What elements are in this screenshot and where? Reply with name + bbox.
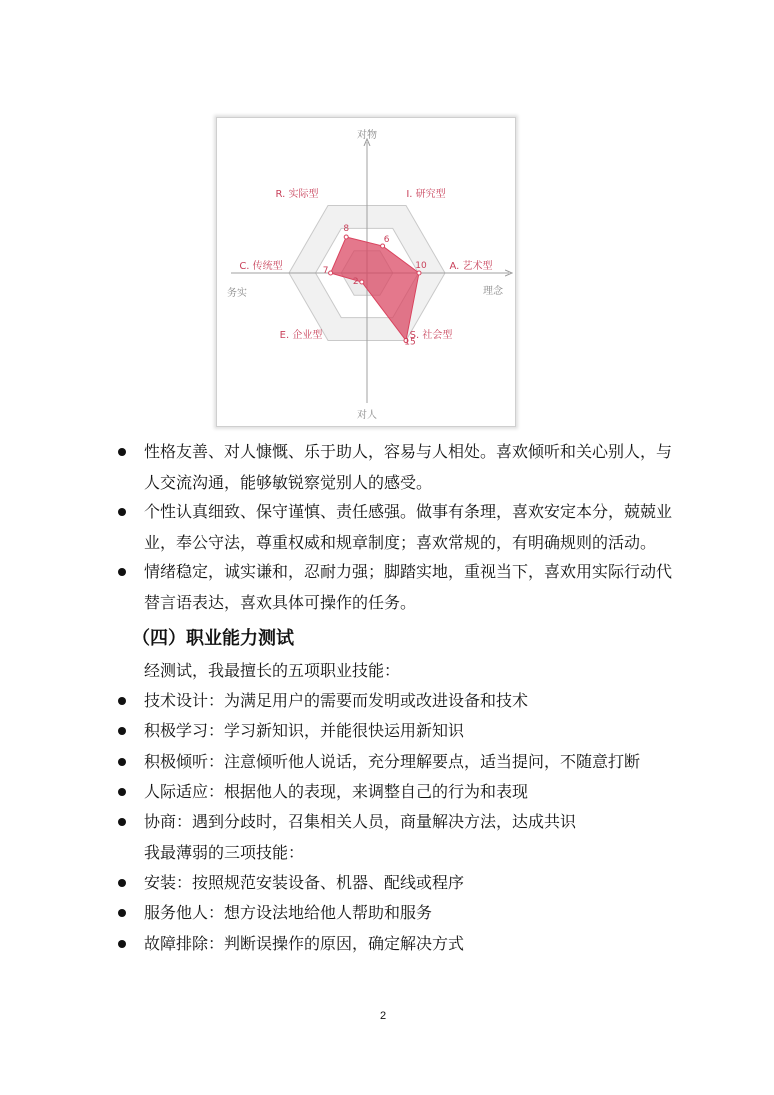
skill-text: 协商：遇到分歧时，召集相关人员，商量解决方法，达成共识 xyxy=(144,812,577,831)
skill-text: 安装：按照规范安装设备、机器、配线或程序 xyxy=(144,873,465,892)
holland-radar-chart xyxy=(216,117,516,427)
radar-point xyxy=(329,271,333,275)
skill-text: 人际适应：根据他人的表现，来调整自己的行为和表现 xyxy=(144,782,529,801)
bullet-dot xyxy=(118,727,126,735)
bullet-dot xyxy=(118,909,126,917)
bullet-dot xyxy=(118,508,126,516)
value-label: 15 xyxy=(404,337,416,348)
intro-weak-skills: 我最薄弱的三项技能： xyxy=(144,843,305,862)
radar-point xyxy=(417,271,421,275)
category-label: I. 研究型 xyxy=(406,189,446,200)
radar-point xyxy=(360,280,364,284)
category-label: C. 传统型 xyxy=(239,261,283,272)
value-label: 2 xyxy=(352,277,359,288)
bullet-dot xyxy=(118,940,126,948)
bullet-dot xyxy=(118,788,126,796)
bullet-text-cont: 人交流沟通，能够敏锐察觉别人的感受。 xyxy=(144,473,433,492)
bullet-dot xyxy=(118,758,126,766)
page-number: 2 xyxy=(380,1010,387,1022)
category-label: E. 企业型 xyxy=(279,330,323,341)
radar-point xyxy=(344,235,348,239)
category-label: A. 艺术型 xyxy=(449,261,493,272)
value-label: 7 xyxy=(322,266,329,276)
skill-text: 故障排除：判断误操作的原因，确定解决方式 xyxy=(144,934,465,953)
bullet-text-cont: 替言语表达，喜欢具体可操作的任务。 xyxy=(144,593,417,612)
axis-label-left: 务实 xyxy=(227,288,247,299)
axis-label-top: 对物 xyxy=(357,130,377,141)
bullet-dot xyxy=(118,818,126,826)
bullet-dot xyxy=(118,697,126,705)
value-label: 8 xyxy=(343,223,350,234)
bullet-text: 个性认真细致、保守谨慎、责任感强。做事有条理，喜欢安定本分，兢兢业 xyxy=(144,502,673,521)
bullet-dot xyxy=(118,879,126,887)
category-label: R. 实际型 xyxy=(275,189,319,200)
category-label: S. 社会型 xyxy=(409,330,453,341)
axis-label-bottom: 对人 xyxy=(357,410,377,421)
bullet-text-cont: 业，奉公守法，尊重权威和规章制度；喜欢常规的，有明确规则的活动。 xyxy=(144,533,657,552)
skill-text: 积极学习：学习新知识，并能很快运用新知识 xyxy=(144,721,465,740)
skill-text: 技术设计：为满足用户的需要而发明或改进设备和技术 xyxy=(144,691,529,710)
bullet-text: 情绪稳定，诚实谦和，忍耐力强；脚踏实地，重视当下，喜欢用实际行动代 xyxy=(144,562,673,581)
bullet-dot xyxy=(118,448,126,456)
intro-top-skills: 经测试，我最擅长的五项职业技能： xyxy=(144,661,401,680)
axis-label-right: 理念 xyxy=(483,286,503,297)
skill-text: 积极倾听：注意倾听他人说话，充分理解要点，适当提问，不随意打断 xyxy=(144,752,641,771)
bullet-text: 性格友善、对人慷慨、乐于助人，容易与人相处。喜欢倾听和关心别人，与 xyxy=(144,442,673,461)
value-label: 10 xyxy=(415,261,427,271)
skill-text: 服务他人：想方设法地给他人帮助和服务 xyxy=(144,903,433,922)
bullet-dot xyxy=(118,568,126,576)
value-label: 6 xyxy=(383,234,390,245)
radar-svg xyxy=(217,118,515,426)
section-heading: （四）职业能力测试 xyxy=(132,628,294,649)
